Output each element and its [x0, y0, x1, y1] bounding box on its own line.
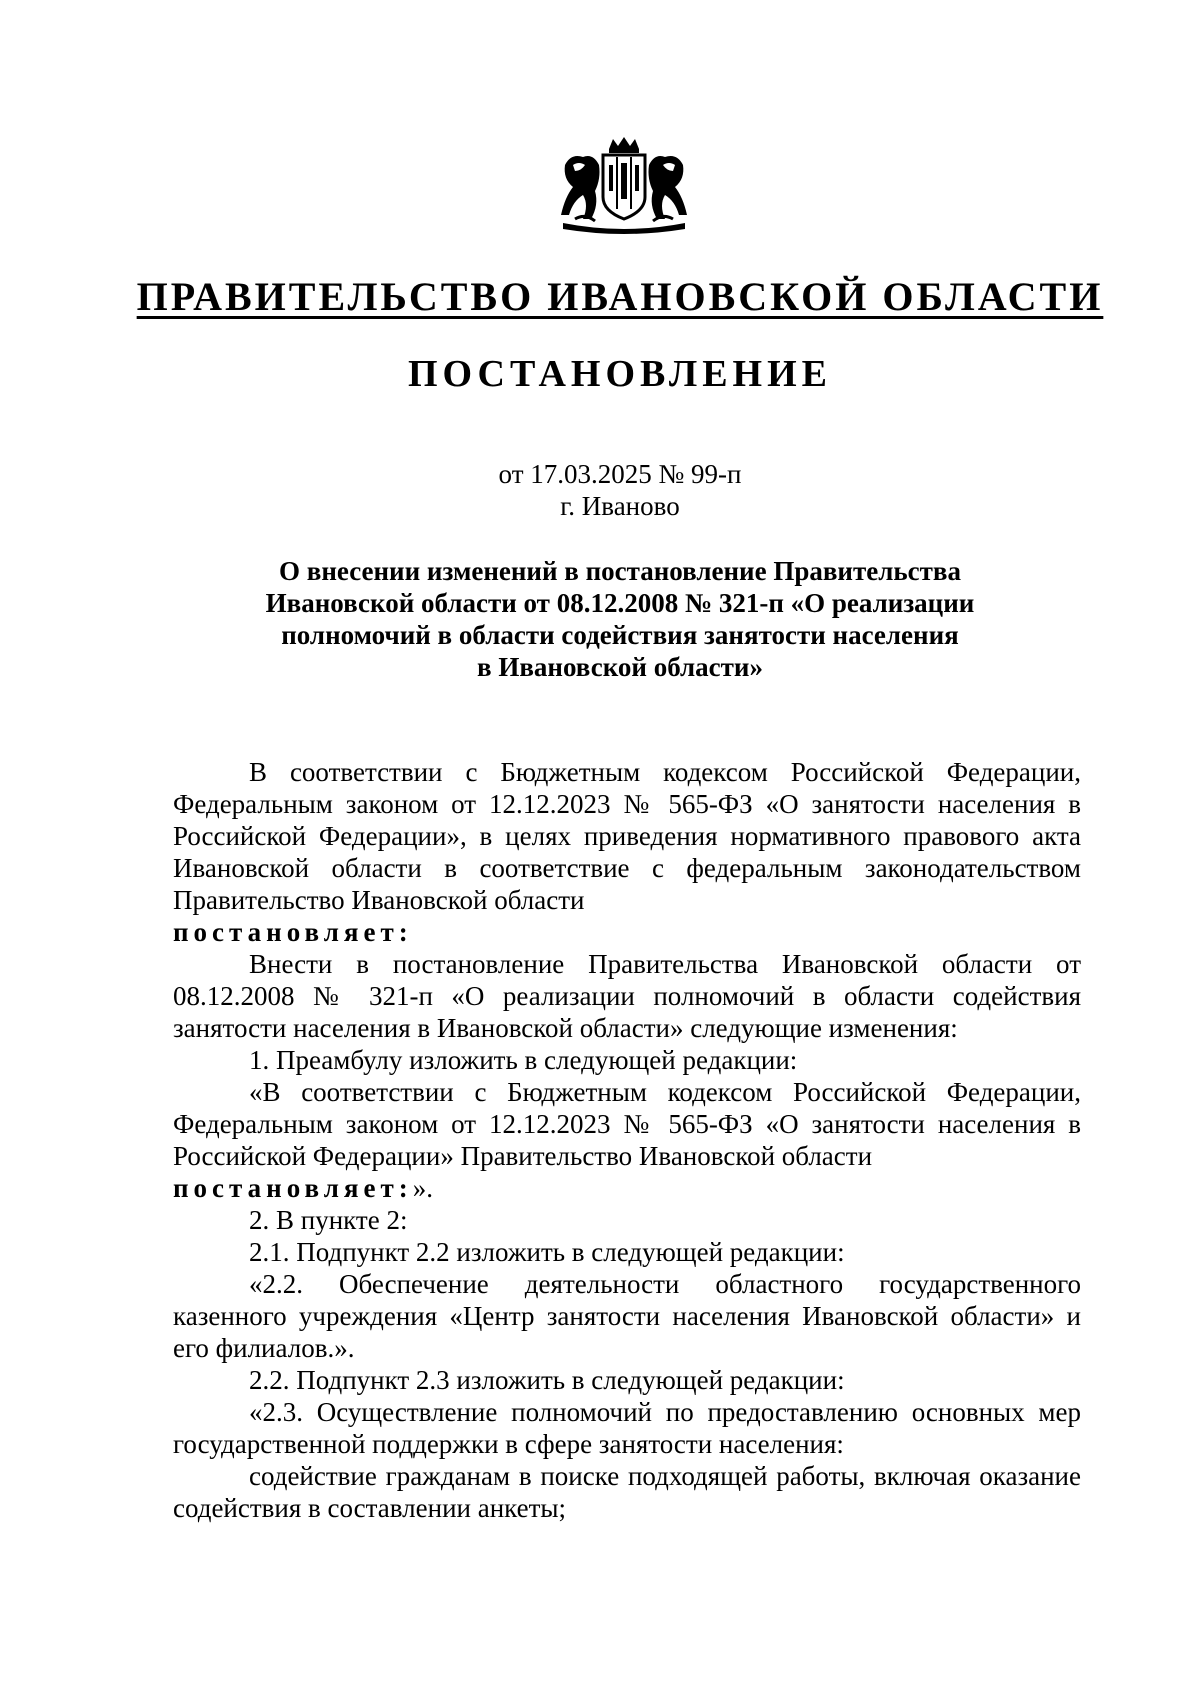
paragraph: 1. Преамбулу изложить в следующей редакции: [249, 1045, 798, 1075]
paragraph: «В соответствии с Бюджетным кодексом Российской Федерации, Федеральным законом от 12.12.2023 № 565-ФЗ «О занятости населения в Российской Федерации» Правительство Ивановской области постановляет:». [173, 1077, 1081, 1203]
paragraph: 2. В пункте 2: [249, 1205, 408, 1235]
paragraph: 2.1. Подпункт 2.2 изложить в следующей редакции: [249, 1237, 845, 1267]
paragraph: содействие гражданам в поиске подходящей работы, включая оказание содействия в составлении анкеты; [173, 1461, 1081, 1523]
paragraph: В соответствии с Бюджетным кодексом Российской Федерации, Федеральным законом от 12.12.2023 № 565-ФЗ «О занятости населения в Российской Федерации», в целях приведения нормативного правового акта Ивановской области в соответствие с федеральным законодательством Правительство Ивановской области постановляет: [173, 757, 1081, 947]
document-type-title: ПОСТАНОВЛЕНИЕ [407, 353, 833, 395]
subject-line: полномочий в области содействия занятости населения [281, 620, 959, 650]
subject-line: О внесении изменений в постановление Правительства [279, 556, 961, 586]
paragraph: «2.2. Обеспечение деятельности областного государственного казенного учреждения «Центр занятости населения Ивановской области» и его филиалов.». [173, 1269, 1081, 1363]
subject-line: в Ивановской области» [477, 652, 763, 682]
decree-word: постановляет: [173, 917, 413, 947]
subject-line: Ивановской области от 08.12.2008 № 321-п «О реализации [265, 588, 975, 618]
paragraph: «2.3. Осуществление полномочий по предоставлению основных мер государственной поддержки в сфере занятости населения: [173, 1397, 1081, 1459]
paragraph: 2.2. Подпункт 2.3 изложить в следующей редакции: [249, 1365, 845, 1395]
document-meta [0, 458, 1200, 522]
ivanovo-region-coat-of-arms-icon [555, 135, 693, 237]
date-and-number: от 17.03.2025 № 99-п [498, 459, 742, 489]
city: г. Иваново [560, 491, 680, 521]
document-body [173, 756, 1081, 1524]
document-subject [250, 555, 990, 683]
paragraph: Внести в постановление Правительства Ивановской области от 08.12.2008 № 321-п «О реализации полномочий в области содействия занятости населения в Ивановской области» следующие изменения: [173, 949, 1081, 1043]
government-title: ПРАВИТЕЛЬСТВО ИВАНОВСКОЙ ОБЛАСТИ [136, 274, 1104, 319]
decree-word: постановляет: [173, 1173, 413, 1203]
